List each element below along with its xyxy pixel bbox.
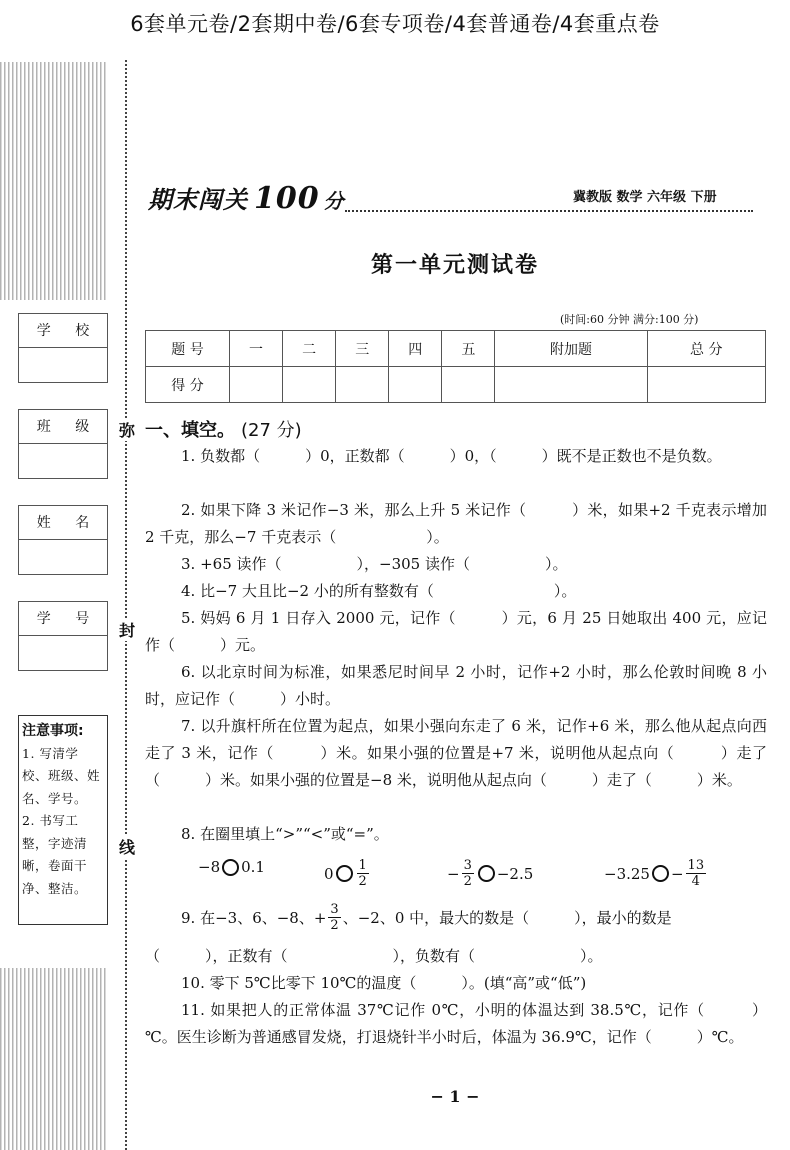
compare-c-right: −2.5 bbox=[496, 864, 534, 883]
notes-box bbox=[18, 715, 108, 925]
score-cell[interactable] bbox=[389, 367, 442, 403]
cut-char-mi: 弥 bbox=[116, 418, 138, 441]
compare-circle[interactable] bbox=[478, 865, 495, 882]
fraction bbox=[357, 858, 369, 889]
fraction-denominator: 2 bbox=[463, 874, 472, 889]
section-title-text: 一、填空。 bbox=[145, 420, 235, 441]
header-title-text: 期末闯关 bbox=[148, 185, 248, 214]
question-11: 11. 如果把人的正常体温 37℃记作 0℃，小明的体温达到 38.5℃，记作（ ）℃。医生诊断为普通感冒发烧，打退烧针半小时后，体温为 36.9℃，记作（ ）℃。 bbox=[145, 1001, 767, 1046]
decorative-stripe-bottom bbox=[0, 968, 108, 1150]
score-header-cell: 三 bbox=[336, 331, 389, 367]
score-header-cell: 五 bbox=[442, 331, 495, 367]
fraction bbox=[328, 902, 340, 933]
compare-d-sign: − bbox=[670, 864, 684, 883]
student-no-label: 学 号 bbox=[19, 602, 107, 636]
cut-line bbox=[125, 60, 127, 1150]
header-dotted-rule bbox=[345, 210, 753, 212]
banner: 6套单元卷/2套期中卷/6套专项卷/4套普通卷/4套重点卷 bbox=[130, 12, 660, 36]
compare-circle[interactable] bbox=[652, 865, 669, 882]
compare-item-d bbox=[604, 858, 708, 889]
score-cell[interactable] bbox=[647, 367, 765, 403]
section-points: (27 分) bbox=[241, 420, 302, 441]
question-9 bbox=[145, 903, 767, 934]
score-cell[interactable] bbox=[336, 367, 389, 403]
fraction-denominator: 4 bbox=[691, 874, 700, 889]
score-header-cell: 二 bbox=[283, 331, 336, 367]
score-cell[interactable] bbox=[230, 367, 283, 403]
fraction-denominator: 2 bbox=[358, 874, 367, 889]
edition-label: 冀教版 数学 六年级 下册 bbox=[573, 190, 717, 205]
score-row-label: 得 分 bbox=[146, 367, 230, 403]
score-header-cell: 题 号 bbox=[146, 331, 230, 367]
compare-a-right: 0.1 bbox=[241, 858, 265, 876]
header-title bbox=[148, 180, 345, 216]
compare-item-b bbox=[324, 858, 371, 889]
class-field[interactable] bbox=[19, 444, 107, 478]
fraction-numerator: 13 bbox=[687, 858, 705, 873]
question-2: 2. 如果下降 3 米记作−3 米，那么上升 5 米记作（ ）米，如果+2 千克表示增加 2 千克，那么−7 千克表示（ ）。 bbox=[145, 501, 767, 546]
compare-item-c bbox=[447, 858, 533, 889]
question-10: 10. 零下 5℃比零下 10℃的温度（ ）。(填“高”或“低”) bbox=[181, 974, 587, 992]
fraction-numerator: 1 bbox=[358, 858, 367, 873]
score-header-cell: 四 bbox=[389, 331, 442, 367]
header-score: 100 bbox=[254, 181, 320, 216]
compare-c-sign: − bbox=[447, 864, 460, 883]
score-cell[interactable] bbox=[283, 367, 336, 403]
question-1: 1. 负数都（ ）0，正数都（ ）0，（ ）既不是正数也不是负数。 bbox=[181, 447, 722, 465]
compare-b-left: 0 bbox=[324, 864, 334, 883]
compare-item-a bbox=[198, 858, 265, 876]
compare-circle[interactable] bbox=[336, 865, 353, 882]
name-field[interactable] bbox=[19, 540, 107, 574]
class-box bbox=[18, 409, 108, 479]
compare-d-left: −3.25 bbox=[604, 864, 650, 883]
question-9-pre: 9. 在−3、6、−8、+ bbox=[181, 909, 327, 927]
page-number: − 1 − bbox=[430, 1087, 480, 1106]
time-info: (时间:60 分钟 满分:100 分) bbox=[560, 313, 699, 326]
cut-char-xian: 线 bbox=[116, 835, 138, 858]
fraction-numerator: 3 bbox=[463, 858, 472, 873]
question-9-post: 、−2、0 中，最大的数是（ ），最小的数是 bbox=[342, 909, 672, 927]
school-label: 学 校 bbox=[19, 314, 107, 348]
score-cell[interactable] bbox=[495, 367, 647, 403]
fraction-denominator: 2 bbox=[330, 918, 339, 933]
section-title bbox=[145, 416, 302, 442]
question-6: 6. 以北京时间为标准，如果悉尼时间早 2 小时，记作+2 小时，那么伦敦时间晚 8 小时，应记作（ ）小时。 bbox=[145, 663, 767, 708]
question-9-line2: （ ），正数有（ ），负数有（ ）。 bbox=[145, 947, 603, 965]
fraction bbox=[686, 858, 707, 889]
fraction-numerator: 3 bbox=[330, 902, 339, 917]
fraction bbox=[462, 858, 474, 889]
name-box bbox=[18, 505, 108, 575]
question-3: 3. +65 读作（ ），−305 读作（ ）。 bbox=[181, 555, 568, 573]
class-label: 班 级 bbox=[19, 410, 107, 444]
score-table-header-row bbox=[146, 331, 766, 367]
notes-title: 注意事项: bbox=[22, 723, 84, 739]
question-8: 8. 在圈里填上“>”“<”或“=”。 bbox=[181, 825, 389, 843]
page-title: 第一单元测试卷 bbox=[370, 252, 539, 278]
school-box bbox=[18, 313, 108, 383]
note-item: 2. 书写工整，字迹清晰，卷面干净、整洁。 bbox=[22, 813, 88, 896]
header-score-unit: 分 bbox=[323, 189, 345, 213]
name-label: 姓 名 bbox=[19, 506, 107, 540]
score-table-score-row bbox=[146, 367, 766, 403]
student-no-field[interactable] bbox=[19, 636, 107, 670]
score-header-cell: 附加题 bbox=[495, 331, 647, 367]
score-header-cell: 一 bbox=[230, 331, 283, 367]
school-field[interactable] bbox=[19, 348, 107, 382]
question-4: 4. 比−7 大且比−2 小的所有整数有（ ）。 bbox=[181, 582, 577, 600]
cut-char-feng: 封 bbox=[116, 618, 138, 641]
compare-a-left: −8 bbox=[198, 858, 221, 876]
score-header-cell: 总 分 bbox=[647, 331, 765, 367]
score-table bbox=[145, 330, 766, 403]
question-5: 5. 妈妈 6 月 1 日存入 2000 元，记作（ ）元，6 月 25 日她取出 400 元，应记作（ ）元。 bbox=[145, 609, 767, 654]
question-7: 7. 以升旗杆所在位置为起点，如果小强向东走了 6 米，记作+6 米，那么他从起点向西走了 3 米，记作（ ）米。如果小强的位置是+7 米，说明他从起点向（ ）走了（ ）米。如果小强的位置是−8 米，说明他从起点向（ ）走了（ ）米。 bbox=[145, 717, 767, 789]
note-item: 1. 写清学校、班级、姓名、学号。 bbox=[22, 745, 101, 806]
compare-circle[interactable] bbox=[222, 859, 239, 876]
student-no-box bbox=[18, 601, 108, 671]
score-cell[interactable] bbox=[442, 367, 495, 403]
